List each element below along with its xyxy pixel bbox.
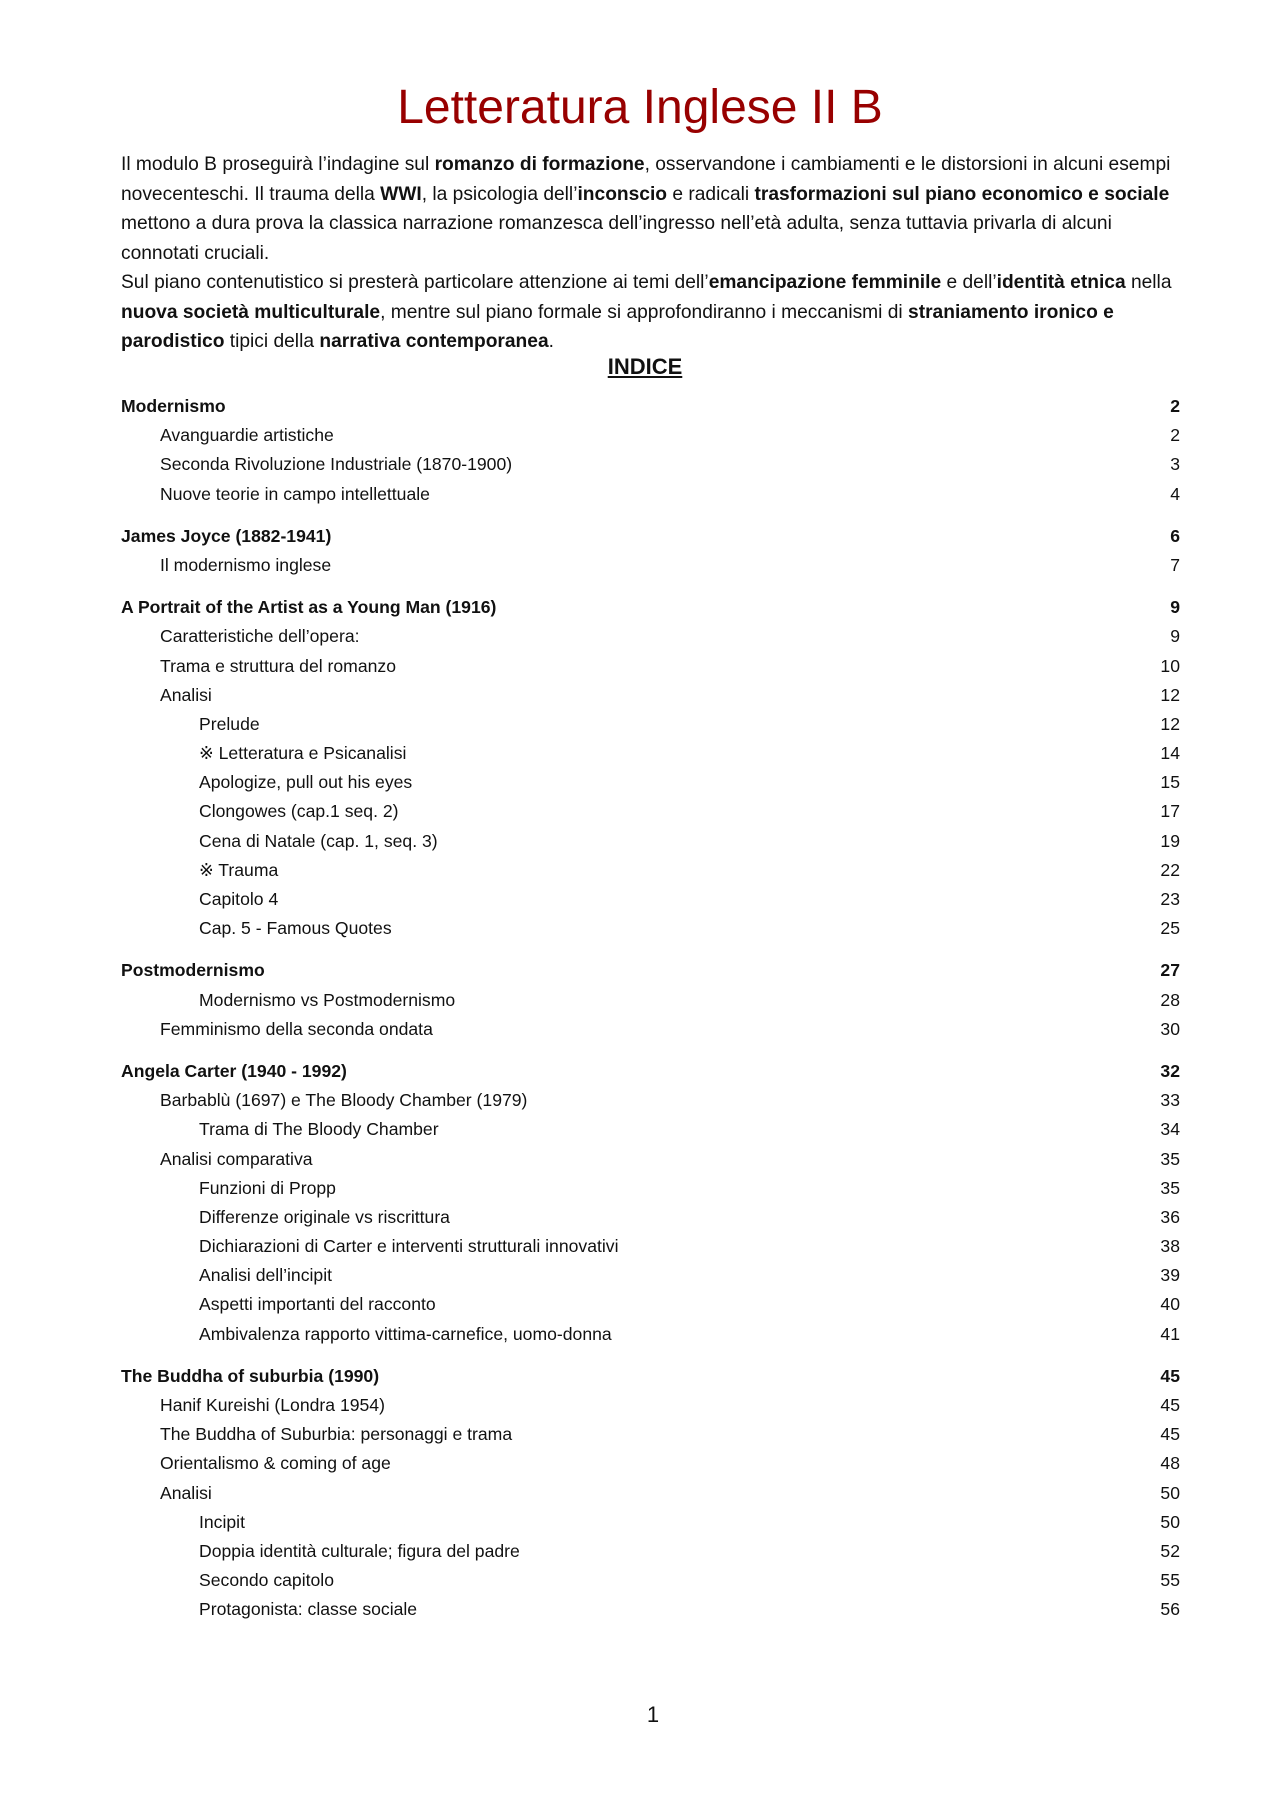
toc-entry[interactable] bbox=[121, 827, 1180, 856]
intro-run: e radicali bbox=[667, 183, 755, 205]
toc-entry-label: Apologize, pull out his eyes bbox=[199, 772, 413, 793]
toc-entry-label: Il modernismo inglese bbox=[160, 554, 332, 575]
toc-entry-page: 15 bbox=[1160, 772, 1180, 793]
toc-entry-page: 2 bbox=[1170, 396, 1180, 416]
toc-entry-page: 52 bbox=[1160, 1540, 1180, 1561]
intro-emphasis: straniamento ironico e parodistico bbox=[121, 301, 1114, 352]
toc-section bbox=[121, 522, 1180, 580]
toc-entry-label: Secondo capitolo bbox=[199, 1570, 334, 1591]
toc-entry-label: Cap. 5 - Famous Quotes bbox=[199, 918, 392, 939]
toc-entry[interactable] bbox=[121, 1391, 1180, 1420]
toc-entry-page: 50 bbox=[1160, 1511, 1180, 1532]
intro-run: nella bbox=[1125, 272, 1172, 293]
toc-entry-label: Nuove teorie in campo intellettuale bbox=[160, 483, 430, 504]
toc-entry-label: Hanif Kureishi (Londra 1954) bbox=[160, 1395, 385, 1415]
table-of-contents bbox=[121, 392, 1180, 1638]
toc-entry-page: 6 bbox=[1170, 525, 1180, 546]
intro-emphasis: WWI bbox=[380, 183, 422, 205]
intro-text bbox=[121, 150, 1181, 357]
toc-entry-page: 56 bbox=[1160, 1599, 1180, 1620]
toc-entry-label: Angela Carter (1940 - 1992) bbox=[121, 1060, 347, 1081]
toc-entry[interactable] bbox=[121, 1086, 1180, 1115]
toc-entry-label: Aspetti importanti del racconto bbox=[199, 1294, 436, 1315]
toc-entry-label: Barbablù (1697) e The Bloody Chamber (1979) bbox=[160, 1090, 528, 1111]
intro-run: e dell’ bbox=[941, 272, 997, 293]
toc-section bbox=[121, 392, 1180, 509]
toc-section bbox=[121, 593, 1180, 943]
toc-entry-label: ※ Letteratura e Psicanalisi bbox=[199, 743, 407, 764]
toc-entry[interactable] bbox=[121, 652, 1180, 681]
toc-entry-label: Avanguardie artistiche bbox=[160, 425, 334, 446]
intro-run: . bbox=[548, 331, 554, 352]
toc-entry[interactable] bbox=[121, 1232, 1180, 1261]
toc-entry-page: 2 bbox=[1170, 425, 1180, 446]
toc-entry-page: 3 bbox=[1170, 454, 1180, 475]
intro-emphasis: inconscio bbox=[577, 183, 668, 205]
toc-entry[interactable] bbox=[121, 710, 1180, 739]
toc-section-entry[interactable] bbox=[121, 956, 1180, 985]
toc-entry[interactable] bbox=[121, 1203, 1180, 1232]
toc-entry-label: Analisi bbox=[160, 1482, 212, 1503]
toc-entry-label: The Buddha of Suburbia: personaggi e trama bbox=[160, 1424, 513, 1445]
toc-entry-page: 9 bbox=[1170, 626, 1180, 647]
toc-entry-page: 30 bbox=[1160, 1018, 1180, 1039]
toc-entry[interactable] bbox=[121, 480, 1180, 509]
toc-entry[interactable] bbox=[121, 1261, 1180, 1290]
toc-entry[interactable] bbox=[121, 986, 1180, 1015]
toc-entry[interactable] bbox=[121, 551, 1180, 580]
intro-run: tipici della bbox=[224, 331, 320, 352]
toc-entry-label: Trama di The Bloody Chamber bbox=[199, 1119, 439, 1140]
document-title: Letteratura Inglese II B bbox=[397, 81, 883, 134]
toc-section-entry[interactable] bbox=[121, 593, 1180, 622]
toc-entry[interactable] bbox=[121, 1420, 1180, 1449]
toc-entry[interactable] bbox=[121, 768, 1180, 797]
toc-entry[interactable] bbox=[121, 681, 1180, 710]
toc-entry-page: 48 bbox=[1160, 1453, 1180, 1474]
toc-section-entry[interactable] bbox=[121, 392, 1180, 421]
intro-emphasis: emancipazione femminile bbox=[708, 272, 942, 293]
toc-entry-label: ※ Trauma bbox=[199, 859, 279, 880]
toc-entry[interactable] bbox=[121, 856, 1180, 885]
toc-entry-label: A Portrait of the Artist as a Young Man (1916) bbox=[121, 597, 497, 618]
toc-entry[interactable] bbox=[121, 1174, 1180, 1203]
toc-entry-label: Trama e struttura del romanzo bbox=[160, 655, 396, 676]
toc-entry[interactable] bbox=[121, 622, 1180, 651]
toc-entry-page: 39 bbox=[1160, 1265, 1180, 1286]
toc-entry-page: 50 bbox=[1160, 1482, 1180, 1503]
toc-section bbox=[121, 956, 1180, 1044]
toc-entry-page: 4 bbox=[1170, 483, 1180, 504]
toc-entry[interactable] bbox=[121, 1537, 1180, 1566]
intro-emphasis: identità etnica bbox=[996, 272, 1126, 293]
toc-entry-label: Funzioni di Propp bbox=[199, 1177, 336, 1198]
intro-run: Il modulo B proseguirà l’indagine sul bbox=[121, 154, 435, 175]
toc-entry[interactable] bbox=[121, 1115, 1180, 1144]
intro-run: mettono a dura prova la classica narrazione romanzesca dell’ingresso nell’età adulta, senza tuttavia privarla di alcuni connotati cruciali. bbox=[121, 213, 1112, 264]
toc-section-entry[interactable] bbox=[121, 1362, 1180, 1391]
toc-entry-page: 45 bbox=[1160, 1365, 1180, 1386]
toc-entry[interactable] bbox=[121, 1290, 1180, 1319]
toc-entry[interactable] bbox=[121, 450, 1180, 479]
toc-entry-label: Dichiarazioni di Carter e interventi strutturali innovativi bbox=[199, 1236, 619, 1257]
toc-entry-page: 35 bbox=[1160, 1177, 1180, 1198]
toc-entry[interactable] bbox=[121, 1595, 1180, 1624]
intro-run: , osservandone i cambiamenti e le distorsioni in alcuni esempi novecenteschi. Il trauma della bbox=[121, 154, 1171, 205]
toc-entry-page: 40 bbox=[1160, 1294, 1180, 1315]
toc-entry-page: 28 bbox=[1160, 989, 1180, 1010]
toc-entry-label: Femminismo della seconda ondata bbox=[160, 1018, 433, 1039]
toc-entry-page: 36 bbox=[1160, 1206, 1180, 1227]
toc-entry-label: Orientalismo & coming of age bbox=[160, 1453, 391, 1474]
toc-entry-label: Prelude bbox=[199, 713, 260, 734]
intro-paragraph bbox=[121, 268, 1181, 357]
toc-section bbox=[121, 1057, 1180, 1349]
toc-entry-page: 12 bbox=[1160, 684, 1180, 705]
toc-entry-page: 32 bbox=[1160, 1060, 1180, 1081]
toc-entry-label: Incipit bbox=[199, 1511, 245, 1532]
toc-entry-label: Analisi dell’incipit bbox=[199, 1265, 332, 1286]
toc-entry-page: 34 bbox=[1160, 1119, 1180, 1140]
toc-entry-label: Ambivalenza rapporto vittima-carnefice, uomo-donna bbox=[199, 1323, 612, 1344]
intro-emphasis: romanzo di formazione bbox=[434, 154, 645, 175]
intro-emphasis: narrativa contemporanea bbox=[319, 331, 549, 352]
toc-entry[interactable] bbox=[121, 1449, 1180, 1478]
index-heading: INDICE bbox=[607, 354, 683, 379]
toc-entry-page: 38 bbox=[1160, 1236, 1180, 1257]
intro-paragraph bbox=[121, 150, 1181, 268]
intro-run: Sul piano contenutistico si presterà particolare attenzione ai temi dell’ bbox=[121, 272, 709, 293]
toc-entry[interactable] bbox=[121, 914, 1180, 943]
toc-entry-page: 9 bbox=[1170, 597, 1180, 618]
toc-entry-page: 7 bbox=[1170, 554, 1180, 575]
toc-entry[interactable] bbox=[121, 885, 1180, 914]
toc-entry[interactable] bbox=[121, 739, 1180, 768]
toc-entry-label: James Joyce (1882-1941) bbox=[121, 525, 332, 546]
toc-entry-page: 25 bbox=[1160, 918, 1180, 939]
toc-entry-page: 17 bbox=[1160, 801, 1180, 822]
toc-entry-label: Doppia identità culturale; figura del padre bbox=[199, 1540, 520, 1561]
toc-entry-label: Differenze originale vs riscrittura bbox=[199, 1206, 450, 1227]
toc-entry-page: 22 bbox=[1160, 859, 1180, 880]
toc-entry-page: 35 bbox=[1160, 1148, 1180, 1169]
toc-entry[interactable] bbox=[121, 1479, 1180, 1508]
toc-entry-page: 14 bbox=[1160, 743, 1180, 764]
toc-entry-label: Cena di Natale (cap. 1, seq. 3) bbox=[199, 830, 438, 851]
intro-emphasis: trasformazioni sul piano economico e sociale bbox=[754, 183, 1170, 205]
toc-entry[interactable] bbox=[121, 421, 1180, 450]
intro-emphasis: nuova società multiculturale bbox=[121, 301, 381, 323]
toc-entry-label: Analisi comparativa bbox=[160, 1148, 313, 1169]
intro-run: , la psicologia dell’ bbox=[421, 183, 578, 205]
toc-entry-page: 10 bbox=[1160, 655, 1180, 676]
toc-entry-page: 33 bbox=[1160, 1090, 1180, 1111]
toc-entry[interactable] bbox=[121, 1145, 1180, 1174]
toc-entry-page: 45 bbox=[1160, 1395, 1180, 1415]
toc-entry-page: 19 bbox=[1160, 830, 1180, 851]
toc-entry[interactable] bbox=[121, 1015, 1180, 1044]
toc-entry-label: Modernismo vs Postmodernismo bbox=[199, 989, 456, 1010]
toc-entry-label: Protagonista: classe sociale bbox=[199, 1599, 418, 1620]
toc-entry-label: Modernismo bbox=[121, 396, 226, 416]
toc-entry-page: 45 bbox=[1160, 1424, 1180, 1445]
toc-entry-label: Analisi bbox=[160, 684, 212, 705]
toc-entry[interactable] bbox=[121, 1508, 1180, 1537]
toc-entry-page: 23 bbox=[1160, 889, 1180, 909]
toc-entry-page: 27 bbox=[1160, 960, 1180, 981]
toc-entry[interactable] bbox=[121, 1566, 1180, 1595]
toc-entry-label: Clongowes (cap.1 seq. 2) bbox=[199, 801, 399, 822]
toc-entry-label: Caratteristiche dell’opera: bbox=[160, 626, 360, 647]
toc-entry-label: Postmodernismo bbox=[121, 960, 265, 981]
toc-entry[interactable] bbox=[121, 1320, 1180, 1349]
toc-section bbox=[121, 1362, 1180, 1625]
toc-entry-page: 41 bbox=[1160, 1323, 1180, 1344]
toc-section-entry[interactable] bbox=[121, 522, 1180, 551]
page-number: 1 bbox=[646, 1702, 660, 1727]
toc-entry-label: Seconda Rivoluzione Industriale (1870-1900) bbox=[160, 454, 513, 475]
toc-entry-page: 12 bbox=[1160, 713, 1180, 734]
toc-entry[interactable] bbox=[121, 797, 1180, 826]
toc-entry-label: The Buddha of suburbia (1990) bbox=[121, 1365, 380, 1386]
toc-entry-page: 55 bbox=[1160, 1570, 1180, 1591]
toc-section-entry[interactable] bbox=[121, 1057, 1180, 1086]
intro-run: , mentre sul piano formale si approfondiranno i meccanismi di bbox=[380, 301, 909, 323]
toc-entry-label: Capitolo 4 bbox=[199, 889, 279, 909]
